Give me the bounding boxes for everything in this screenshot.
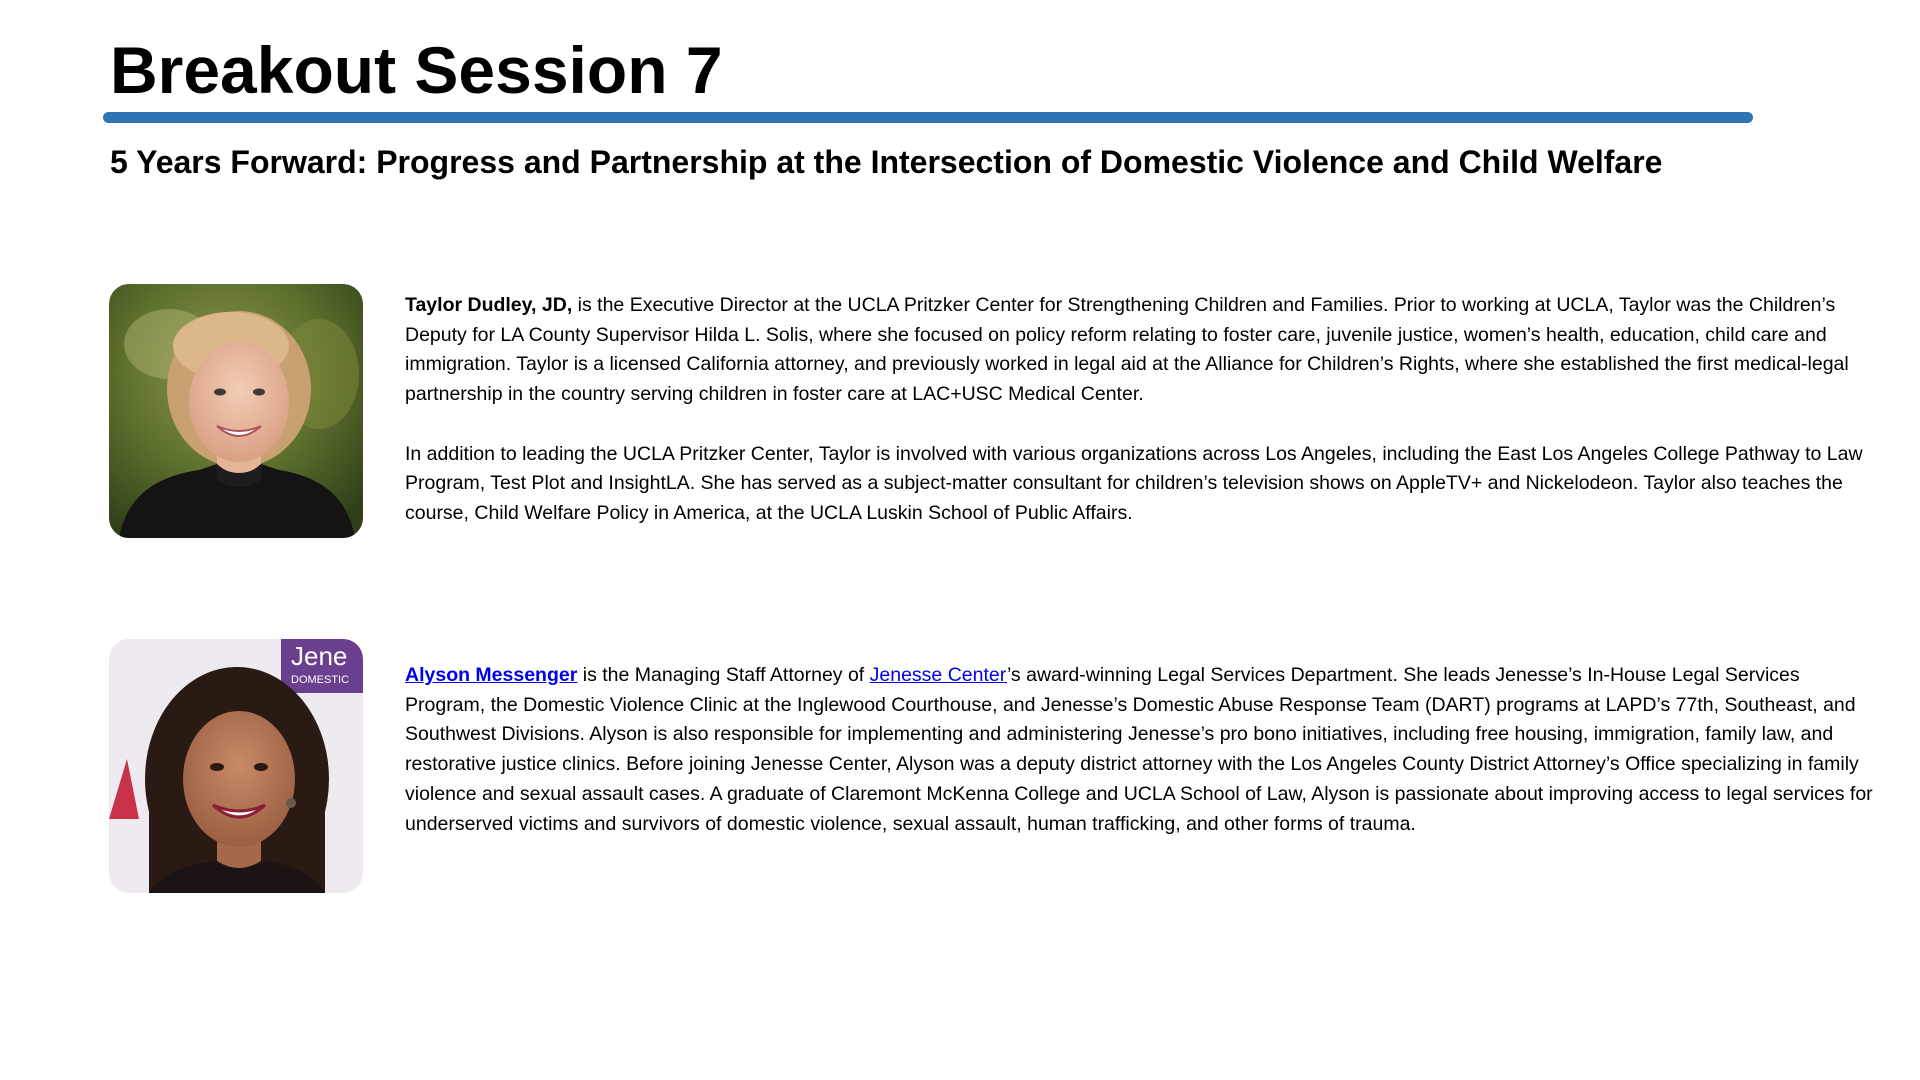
jenesse-center-link[interactable]: Jenesse Center	[869, 664, 1007, 686]
backdrop-logo-text: Jene	[291, 641, 348, 671]
speaker-bio-taylor-dudley	[405, 291, 1875, 529]
speaker-name-link[interactable]: Alyson Messenger	[405, 664, 578, 686]
slide-title: Breakout Session 7	[110, 33, 723, 107]
bio-paragraph	[405, 661, 1875, 839]
bio-text: ’s award-winning Legal Services Department. She leads Jenesse’s In-House Legal Services Program, the Domestic Violence Clinic at the Inglewood Courthouse, and Jenesse’s Domestic Abuse Response Team (DART) programs at LAPD’s 77th, Southeast, and Southwest Divisions. Alyson is also responsible for implementing and administering Jenesse’s pro bono initiatives, including free housing, immigration, family law, and restorative justice clinics. Before joining Jenesse Center, Alyson was a deputy district attorney with the Los Angeles County District Attorney’s Office specializing in family violence and sexual assault cases. A graduate of Claremont McKenna College and UCLA School of Law, Alyson is passionate about improving access to legal services for underserved victims and survivors of domestic violence, sexual assault, human trafficking, and other forms of trauma.	[405, 664, 1873, 835]
title-divider	[103, 112, 1753, 123]
speaker-photo-alyson-messenger	[109, 639, 363, 893]
speaker-bio-alyson-messenger	[405, 661, 1875, 839]
backdrop-logo-subtext: DOMESTIC	[291, 674, 350, 686]
speaker-photo-taylor-dudley	[109, 284, 363, 538]
speaker-name: Taylor Dudley, JD,	[405, 294, 573, 316]
bio-text: is the Executive Director at the UCLA Pritzker Center for Strengthening Children and Families. Prior to working at UCLA, Taylor was the Children’s Deputy for LA County Supervisor Hilda L. Solis, where she focused on policy reform relating to foster care, juvenile justice, women’s health, education, child care and immigration. Taylor is a licensed California attorney, and previously worked in legal aid at the Alliance for Children’s Rights, where she established the first medical-legal partnership in the country serving children in foster care at LAC+USC Medical Center.	[405, 294, 1849, 406]
session-subtitle: 5 Years Forward: Progress and Partnership at the Intersection of Domestic Violence and Child Welfare	[110, 144, 1663, 180]
bio-paragraph: In addition to leading the UCLA Pritzker Center, Taylor is involved with various organizations across Los Angeles, including the East Los Angeles College Pathway to Law Program, Test Plot and InsightLA. She has served as a subject-matter consultant for children’s television shows on AppleTV+ and Nickelodeon. Taylor also teaches the course, Child Welfare Policy in America, at the UCLA Luskin School of Public Affairs.	[405, 442, 1863, 524]
bio-text: is the Managing Staff Attorney of	[577, 664, 870, 686]
bio-paragraph	[405, 291, 1875, 410]
